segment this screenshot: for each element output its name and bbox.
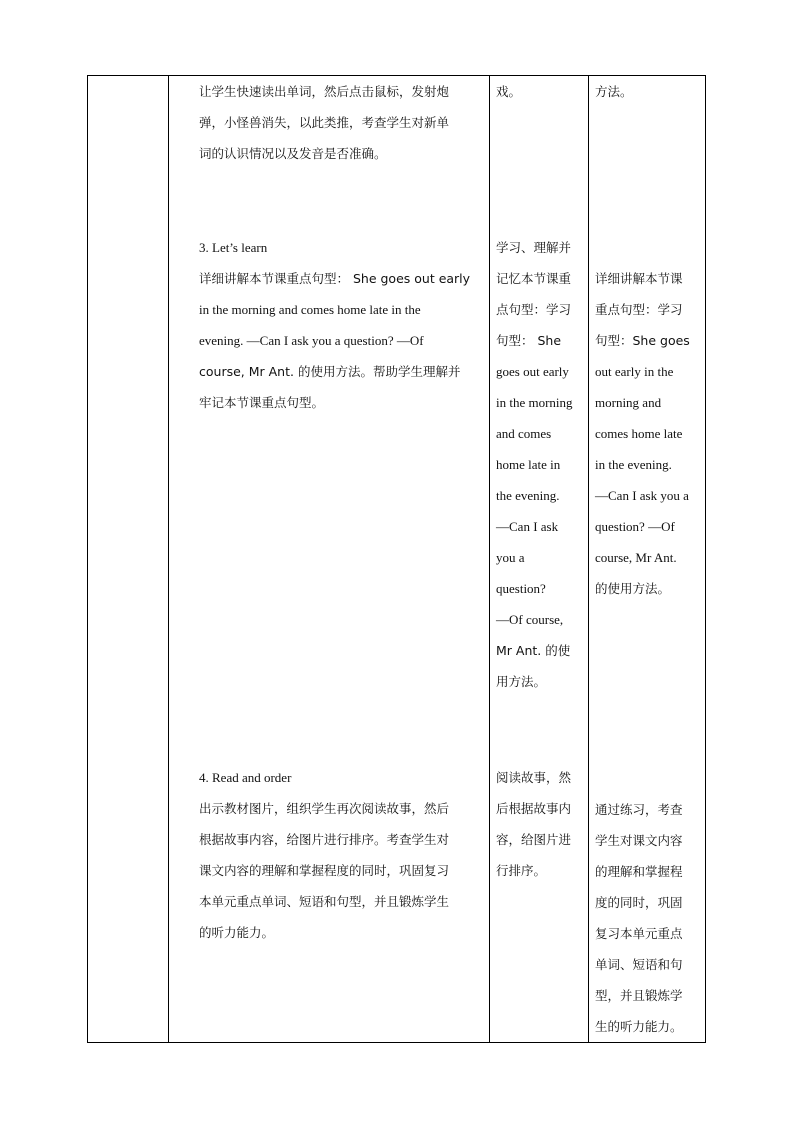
text-line: 根据故事内容，给图片进行排序。考查学生对 [199, 832, 450, 847]
text-line: comes home late [595, 426, 683, 441]
text-line: 详细讲解本节课 [595, 271, 683, 286]
student-read-and-order-cell [496, 770, 586, 890]
text-line: in the morning [496, 395, 573, 410]
section-read-and-order-cell [199, 770, 484, 950]
text-line: question? —Of [595, 519, 675, 534]
intent-read-and-order-cell [595, 802, 703, 1042]
text-line: 复习本单元重点 [595, 926, 683, 941]
text-line: the evening. [496, 488, 560, 503]
column-divider [489, 76, 490, 1042]
text-line: 学生对课文内容 [595, 833, 683, 848]
text-line: 牢记本节课重点句型。 [199, 395, 325, 410]
text-line: in the evening. [595, 457, 672, 472]
empty-first-column-cell [88, 76, 168, 1042]
text-line: 容，给图片进 [496, 832, 572, 847]
text-line: 弹，小怪兽消失，以此类推，考查学生对新单 [199, 115, 450, 130]
text-line: 通过练习，考查 [595, 802, 683, 817]
text-line: 阅读故事，然 [496, 770, 572, 785]
text-line: 方法。 [595, 84, 633, 99]
text-line: out early in the [595, 364, 674, 379]
text-line: 的听力能力。 [199, 925, 275, 940]
text-line: home late in [496, 457, 561, 472]
section-lets-learn-cell [199, 240, 484, 420]
text-line: 点句型：学习 [496, 302, 572, 317]
intent-lets-learn-cell [595, 271, 703, 611]
text-line: 的使用方法。 [595, 581, 671, 596]
text-line: 课文内容的理解和掌握程度的同时，巩固复习 [199, 863, 450, 878]
text-line: 出示教材图片，组织学生再次阅读故事，然后 [199, 801, 450, 816]
text-line: 型，并且锻炼学 [595, 988, 683, 1003]
activity-intro-cell [199, 84, 484, 164]
text-line: 详细讲解本节课重点句型： She goes out early [199, 271, 471, 286]
text-line: —Can I ask [496, 519, 559, 534]
text-line: 句型：She goes [595, 333, 690, 348]
lesson-plan-table [87, 75, 706, 1043]
text-line: course, Mr Ant. [595, 550, 677, 565]
text-line: evening. —Can I ask you a question? —Of [199, 333, 424, 348]
text-line: 用方法。 [496, 674, 547, 689]
text-line: 本单元重点单词、短语和句型，并且锻炼学生 [199, 894, 450, 909]
text-line: 生的听力能力。 [595, 1019, 683, 1034]
text-line: morning and [595, 395, 662, 410]
text-line: 学习、理解并 [496, 240, 572, 255]
text-line: in the morning and comes home late in the [199, 302, 421, 317]
text-line: goes out early [496, 364, 569, 379]
text-line: 重点句型：学习 [595, 302, 683, 317]
text-line: 度的同时，巩固 [595, 895, 683, 910]
student-intro-cell [496, 84, 586, 104]
text-line: 单词、短语和句 [595, 957, 683, 972]
text-line: question? [496, 581, 546, 596]
text-line: 句型： She [496, 333, 562, 348]
text-line: 戏。 [496, 84, 522, 99]
text-line: and comes [496, 426, 552, 441]
text-line: —Of course, [496, 612, 564, 627]
student-lets-learn-cell [496, 240, 586, 690]
text-line: 行排序。 [496, 863, 547, 878]
text-line: Mr Ant. 的使 [496, 643, 571, 658]
text-line: 词的认识情况以及发音是否准确。 [199, 146, 387, 161]
text-line: you a [496, 550, 525, 565]
text-line: —Can I ask you a [595, 488, 689, 503]
section-heading: 3. Let’s learn [199, 240, 268, 255]
text-line: course, Mr Ant. 的使用方法。帮助学生理解并 [199, 364, 461, 379]
intent-intro-cell [595, 84, 703, 104]
section-heading: 4. Read and order [199, 770, 292, 785]
text-line: 的理解和掌握程 [595, 864, 683, 879]
text-line: 后根据故事内 [496, 801, 572, 816]
text-line: 记忆本节课重 [496, 271, 572, 286]
text-line: 让学生快速读出单词，然后点击鼠标，发射炮 [199, 84, 450, 99]
column-divider [588, 76, 589, 1042]
column-divider [168, 76, 169, 1042]
